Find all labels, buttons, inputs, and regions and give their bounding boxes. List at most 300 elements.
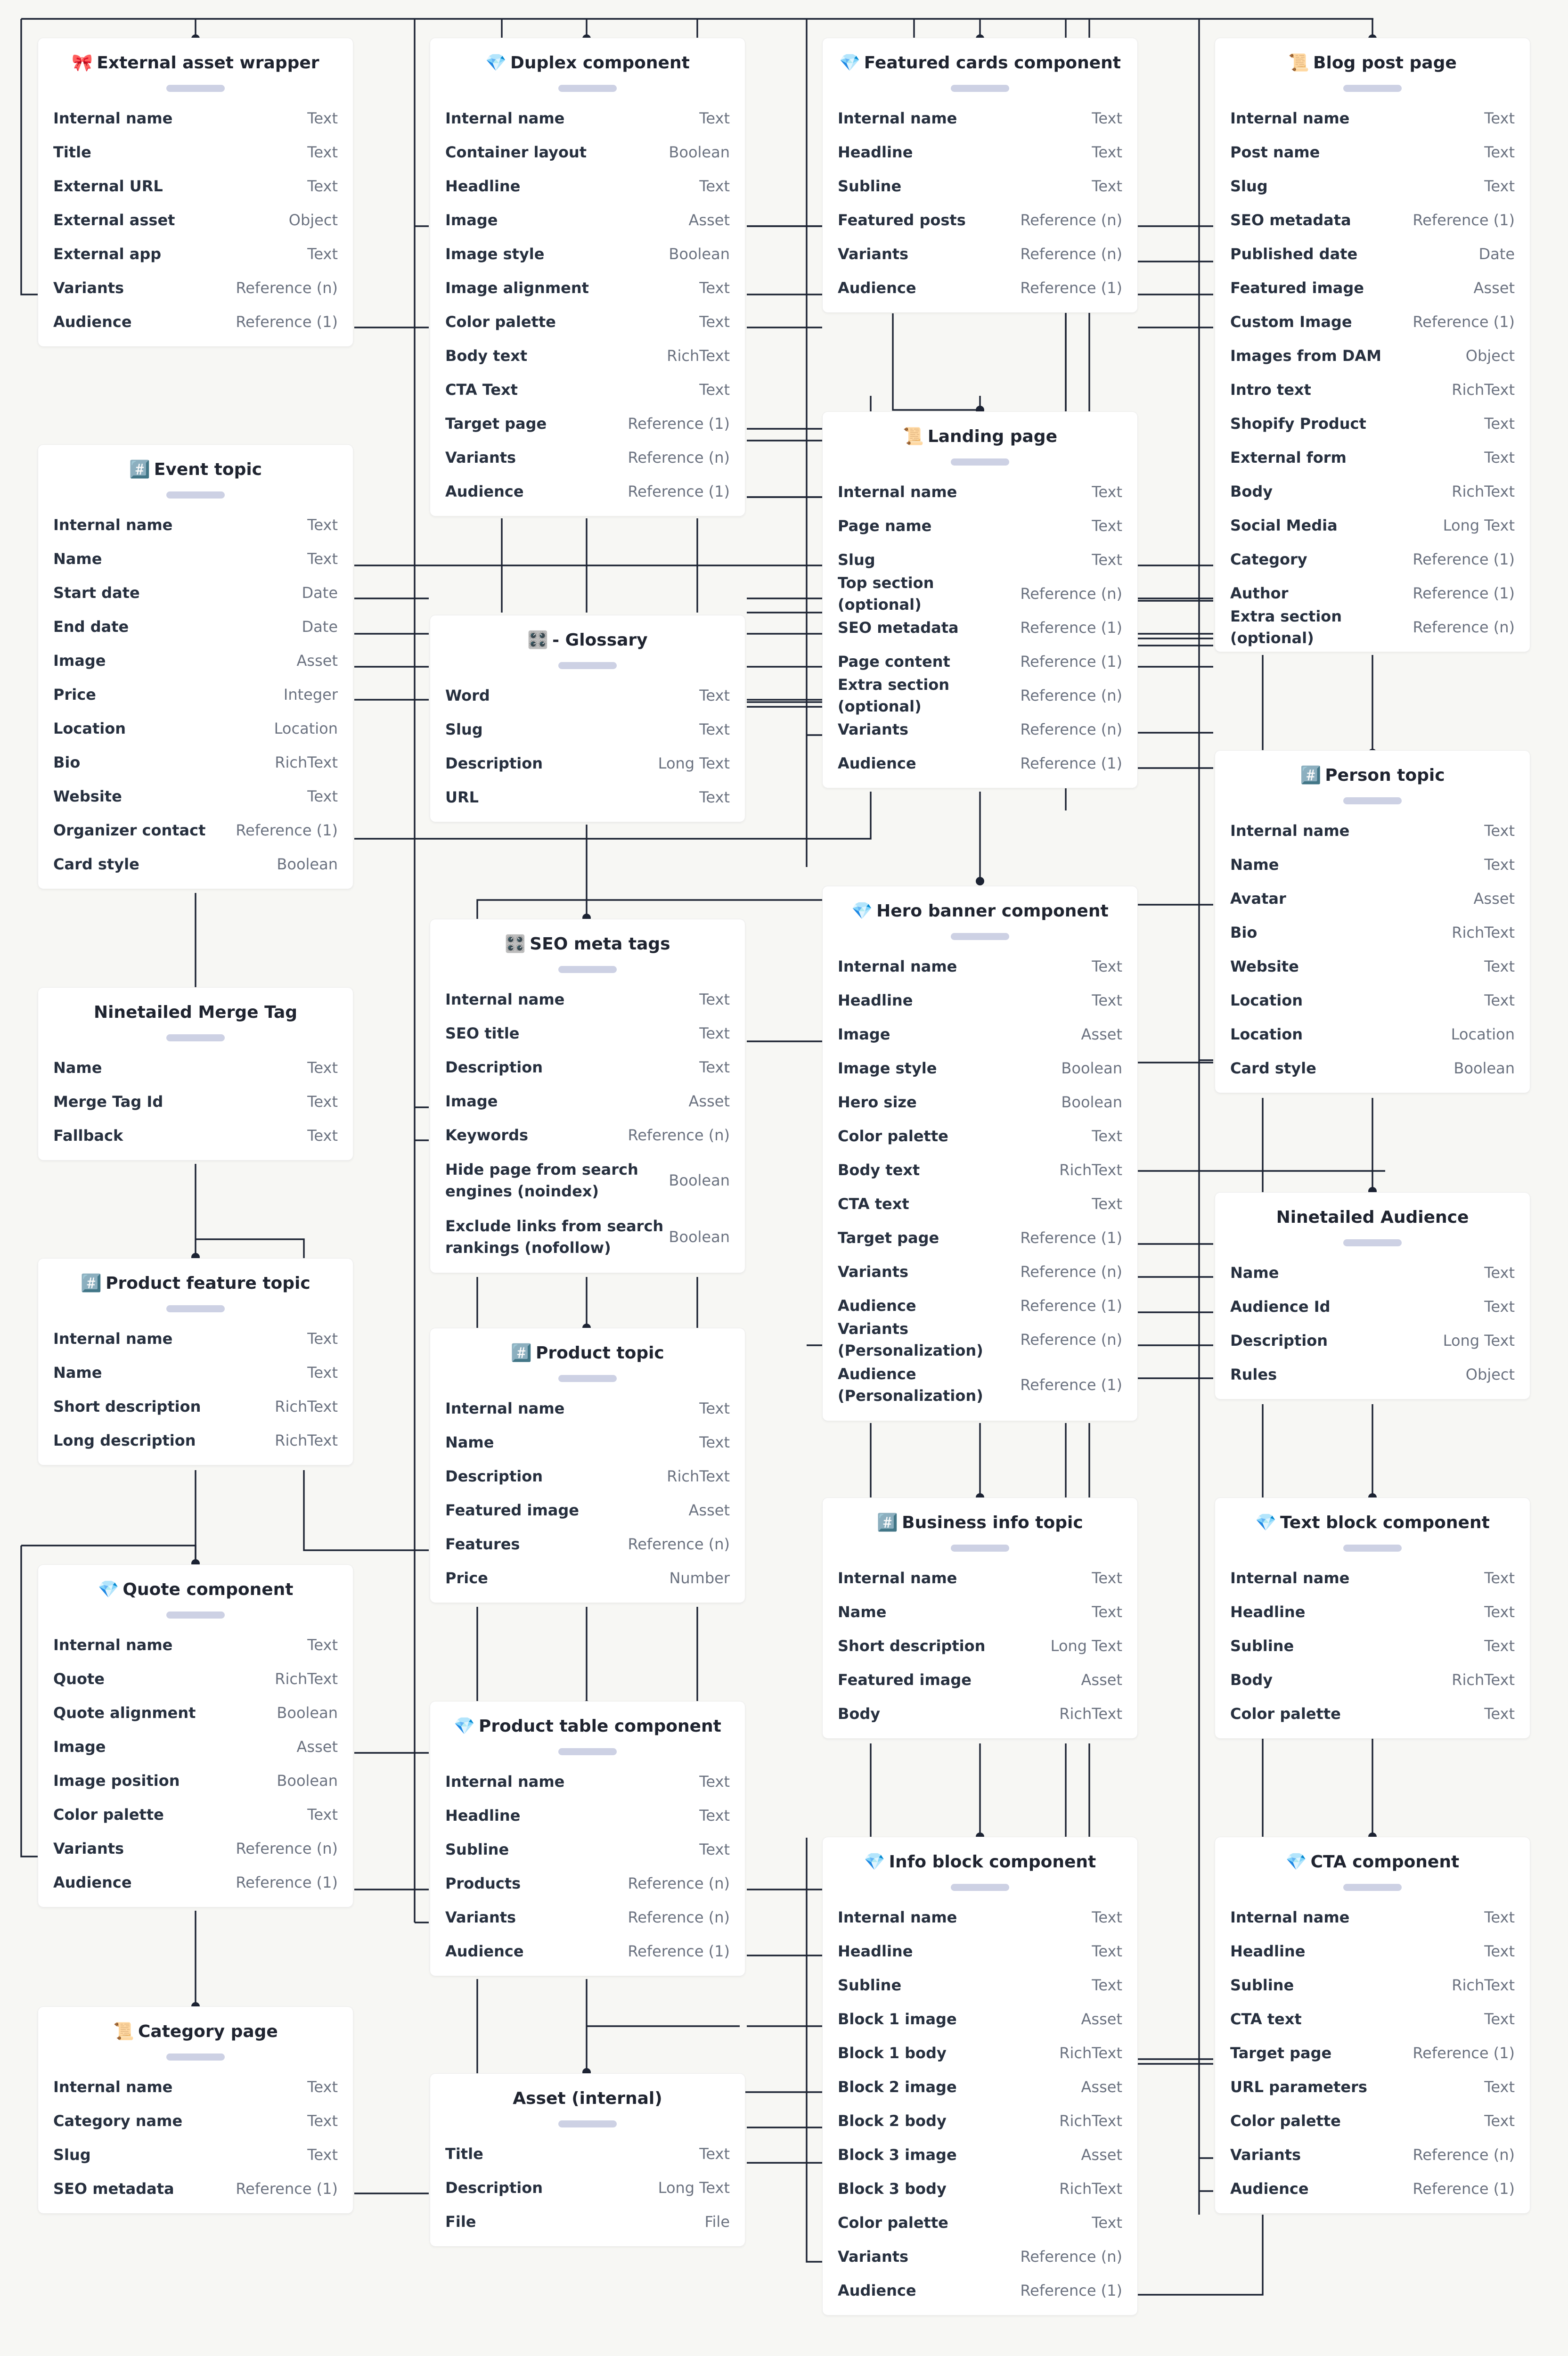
field-name: Image style bbox=[445, 245, 545, 263]
field-row[interactable] bbox=[53, 1322, 338, 1356]
field-name: Variants bbox=[53, 279, 124, 297]
field-name: CTA text bbox=[838, 1195, 909, 1213]
field-type: Text bbox=[1484, 449, 1515, 466]
content-type-icon: 💎 bbox=[864, 1852, 885, 1872]
field-row[interactable] bbox=[838, 1968, 1122, 2002]
field-name: Audience Id bbox=[1230, 1298, 1331, 1316]
content-type-product-topic[interactable] bbox=[430, 1328, 745, 1603]
field-row[interactable] bbox=[1230, 203, 1515, 237]
field-row[interactable] bbox=[838, 1663, 1122, 1697]
card-footer bbox=[38, 339, 353, 346]
field-row[interactable] bbox=[838, 2138, 1122, 2172]
card-title-text: Featured cards component bbox=[864, 53, 1121, 73]
field-row[interactable] bbox=[838, 475, 1122, 509]
field-row[interactable] bbox=[445, 407, 730, 441]
drag-handle[interactable] bbox=[166, 1612, 225, 1619]
card-title bbox=[113, 2021, 278, 2041]
field-row[interactable] bbox=[53, 847, 338, 881]
field-row[interactable] bbox=[445, 1152, 730, 1209]
field-row[interactable] bbox=[445, 982, 730, 1016]
field-type: Reference (1) bbox=[1020, 1297, 1122, 1315]
card-footer bbox=[1215, 1391, 1530, 1399]
field-row[interactable] bbox=[53, 1390, 338, 1423]
field-row[interactable] bbox=[53, 169, 338, 203]
field-row[interactable] bbox=[445, 746, 730, 780]
content-type-landing-page[interactable] bbox=[822, 411, 1138, 788]
content-type-event-topic[interactable] bbox=[38, 444, 353, 889]
field-row[interactable] bbox=[445, 373, 730, 407]
field-row[interactable] bbox=[838, 746, 1122, 780]
field-name: Internal name bbox=[53, 2078, 173, 2096]
field-row[interactable] bbox=[838, 1357, 1122, 1413]
field-name: Long description bbox=[53, 1432, 196, 1449]
field-row[interactable] bbox=[53, 745, 338, 779]
field-type: Text bbox=[307, 516, 338, 534]
field-row[interactable] bbox=[445, 2205, 730, 2239]
field-row[interactable] bbox=[53, 610, 338, 644]
field-name: Location bbox=[53, 720, 126, 737]
field-row[interactable] bbox=[445, 2137, 730, 2171]
field-type: Text bbox=[699, 279, 730, 297]
field-name: Color palette bbox=[1230, 1705, 1341, 1723]
field-row[interactable] bbox=[838, 1595, 1122, 1629]
field-row[interactable] bbox=[53, 644, 338, 678]
content-type-icon: 💎 bbox=[454, 1717, 475, 1736]
field-name: Shopify Product bbox=[1230, 415, 1366, 433]
field-name: Organizer contact bbox=[53, 821, 206, 839]
field-type: Reference (n) bbox=[1020, 1331, 1122, 1349]
card-title bbox=[81, 1273, 310, 1293]
content-type-info-block-component[interactable] bbox=[822, 1837, 1138, 2315]
field-row[interactable] bbox=[445, 1934, 730, 1968]
field-row[interactable] bbox=[1230, 1358, 1515, 1391]
field-row[interactable] bbox=[838, 949, 1122, 983]
drag-handle[interactable] bbox=[166, 85, 225, 92]
field-type: Text bbox=[307, 1330, 338, 1348]
field-row[interactable] bbox=[1230, 169, 1515, 203]
drag-handle[interactable] bbox=[558, 662, 617, 669]
drag-handle[interactable] bbox=[951, 458, 1009, 466]
field-type: Asset bbox=[296, 652, 338, 670]
content-type-business-info-topic[interactable] bbox=[822, 1497, 1138, 1739]
field-list bbox=[430, 1391, 745, 1595]
card-title bbox=[1276, 1208, 1469, 1227]
field-name: Start date bbox=[53, 584, 140, 602]
field-row[interactable] bbox=[1230, 814, 1515, 848]
field-name: Variants bbox=[53, 1840, 124, 1857]
field-type: Reference (n) bbox=[1020, 2248, 1122, 2266]
content-type-duplex-component[interactable] bbox=[430, 38, 745, 516]
field-name: Location bbox=[1230, 991, 1303, 1009]
field-row[interactable] bbox=[445, 780, 730, 814]
card-header bbox=[823, 1498, 1137, 1532]
content-type-category-page[interactable] bbox=[38, 2006, 353, 2214]
field-type: Reference (n) bbox=[1020, 585, 1122, 603]
field-row[interactable] bbox=[445, 237, 730, 271]
field-type: RichText bbox=[1452, 1976, 1515, 1994]
field-row[interactable] bbox=[445, 1391, 730, 1425]
field-row[interactable] bbox=[1230, 607, 1515, 647]
field-row[interactable] bbox=[838, 1153, 1122, 1187]
field-name: Published date bbox=[1230, 245, 1358, 263]
field-row[interactable] bbox=[53, 2138, 338, 2172]
field-row[interactable] bbox=[1230, 1256, 1515, 1290]
field-row[interactable] bbox=[53, 1119, 338, 1153]
field-row[interactable] bbox=[838, 135, 1122, 169]
field-name: Website bbox=[1230, 957, 1299, 975]
content-type-quote-component[interactable] bbox=[38, 1564, 353, 1907]
field-row[interactable] bbox=[1230, 2172, 1515, 2206]
field-name: Featured image bbox=[838, 1671, 972, 1689]
content-type-seo-meta-tags[interactable] bbox=[430, 919, 745, 1273]
field-row[interactable] bbox=[53, 135, 338, 169]
card-title-text: Blog post page bbox=[1313, 53, 1457, 73]
field-row[interactable] bbox=[838, 1561, 1122, 1595]
field-row[interactable] bbox=[838, 237, 1122, 271]
field-row[interactable] bbox=[53, 271, 338, 305]
field-row[interactable] bbox=[838, 271, 1122, 305]
field-row[interactable] bbox=[838, 2036, 1122, 2070]
field-row[interactable] bbox=[838, 2002, 1122, 2036]
drag-handle[interactable] bbox=[558, 1375, 617, 1382]
field-type: Reference (n) bbox=[628, 1874, 730, 1892]
field-row[interactable] bbox=[53, 2070, 338, 2104]
field-row[interactable] bbox=[445, 1832, 730, 1866]
field-type: Text bbox=[1484, 1298, 1515, 1316]
drag-handle[interactable] bbox=[558, 85, 617, 92]
field-row[interactable] bbox=[838, 2104, 1122, 2138]
field-row[interactable] bbox=[1230, 271, 1515, 305]
field-row[interactable] bbox=[1230, 2070, 1515, 2104]
card-header bbox=[38, 1259, 353, 1293]
field-row[interactable] bbox=[53, 1662, 338, 1696]
field-type: Text bbox=[699, 2145, 730, 2163]
field-type: RichText bbox=[1059, 2180, 1122, 2198]
field-type: File bbox=[704, 2213, 730, 2231]
card-footer bbox=[823, 305, 1137, 312]
drag-handle[interactable] bbox=[951, 1545, 1009, 1552]
field-row[interactable] bbox=[445, 441, 730, 474]
field-row[interactable] bbox=[1230, 1629, 1515, 1663]
field-row[interactable] bbox=[445, 1084, 730, 1118]
field-row[interactable] bbox=[838, 611, 1122, 645]
drag-handle[interactable] bbox=[1343, 1239, 1402, 1246]
field-row[interactable] bbox=[445, 712, 730, 746]
field-row[interactable] bbox=[53, 203, 338, 237]
field-name: Hide page from search engines (noindex) bbox=[445, 1161, 638, 1200]
field-row[interactable] bbox=[53, 305, 338, 339]
field-row[interactable] bbox=[445, 2171, 730, 2205]
field-type: Text bbox=[1092, 551, 1122, 569]
field-row[interactable] bbox=[838, 1320, 1122, 1359]
content-type-cta-component[interactable] bbox=[1215, 1837, 1530, 2214]
field-name: Image bbox=[445, 1092, 498, 1110]
field-type: RichText bbox=[275, 1432, 338, 1449]
card-title-text: - Glossary bbox=[552, 630, 648, 650]
field-row[interactable] bbox=[445, 1016, 730, 1050]
drag-handle[interactable] bbox=[1343, 1884, 1402, 1891]
field-row[interactable] bbox=[838, 2274, 1122, 2307]
field-row[interactable] bbox=[838, 509, 1122, 543]
content-type-person-topic[interactable] bbox=[1215, 750, 1530, 1093]
field-row[interactable] bbox=[445, 1459, 730, 1493]
field-row[interactable] bbox=[838, 1629, 1122, 1663]
field-row[interactable] bbox=[53, 1832, 338, 1865]
field-row[interactable] bbox=[445, 1209, 730, 1265]
field-name: Hero size bbox=[838, 1093, 917, 1111]
field-row[interactable] bbox=[1230, 508, 1515, 542]
field-row[interactable] bbox=[53, 1051, 338, 1085]
field-row[interactable] bbox=[445, 135, 730, 169]
field-row[interactable] bbox=[53, 1764, 338, 1798]
card-footer bbox=[430, 1595, 745, 1603]
content-type-text-block-component[interactable] bbox=[1215, 1497, 1530, 1739]
drag-handle[interactable] bbox=[166, 2053, 225, 2061]
card-title-text: Business info topic bbox=[902, 1513, 1083, 1532]
field-row[interactable] bbox=[838, 101, 1122, 135]
field-name: Title bbox=[53, 143, 91, 161]
content-type-ninetailed-merge-tag[interactable] bbox=[38, 987, 353, 1161]
field-name: Bio bbox=[1230, 924, 1258, 941]
field-row[interactable] bbox=[838, 2206, 1122, 2240]
field-row[interactable] bbox=[838, 2240, 1122, 2274]
field-name: Author bbox=[1230, 584, 1289, 602]
field-type: Reference (1) bbox=[1020, 2282, 1122, 2299]
field-row[interactable] bbox=[1230, 2138, 1515, 2172]
card-title-text: Quote component bbox=[122, 1580, 294, 1599]
field-type: Reference (n) bbox=[1020, 211, 1122, 229]
card-title-text: Info block component bbox=[889, 1852, 1096, 1872]
drag-handle[interactable] bbox=[558, 2120, 617, 2127]
field-row[interactable] bbox=[53, 813, 338, 847]
field-name: Body bbox=[1230, 1671, 1273, 1689]
field-row[interactable] bbox=[1230, 407, 1515, 441]
drag-handle[interactable] bbox=[558, 966, 617, 973]
field-type: Text bbox=[1484, 2112, 1515, 2130]
field-row[interactable] bbox=[1230, 474, 1515, 508]
field-type: Text bbox=[1484, 1705, 1515, 1723]
drag-handle[interactable] bbox=[951, 85, 1009, 92]
field-row[interactable] bbox=[445, 1799, 730, 1832]
field-row[interactable] bbox=[445, 1118, 730, 1152]
drag-handle[interactable] bbox=[1343, 1545, 1402, 1552]
field-row[interactable] bbox=[1230, 848, 1515, 882]
field-row[interactable] bbox=[53, 1730, 338, 1764]
field-name: Internal name bbox=[838, 109, 957, 127]
field-name: Post name bbox=[1230, 143, 1320, 161]
field-row[interactable] bbox=[1230, 101, 1515, 135]
field-name: Subline bbox=[1230, 1637, 1294, 1655]
content-type-product-feature-topic[interactable] bbox=[38, 1258, 353, 1465]
card-header bbox=[430, 38, 745, 73]
field-row[interactable] bbox=[445, 1900, 730, 1934]
field-name: Features bbox=[445, 1535, 520, 1553]
field-type: Reference (n) bbox=[628, 1126, 730, 1144]
field-row[interactable] bbox=[838, 1051, 1122, 1085]
field-row[interactable] bbox=[53, 1356, 338, 1390]
field-name: Card style bbox=[1230, 1059, 1316, 1077]
field-row[interactable] bbox=[1230, 983, 1515, 1017]
drag-handle[interactable] bbox=[166, 1034, 225, 1041]
card-title bbox=[485, 53, 690, 73]
field-type: Text bbox=[307, 109, 338, 127]
field-type: Text bbox=[1484, 1569, 1515, 1587]
content-type-blog-post-page[interactable] bbox=[1215, 38, 1530, 652]
field-row[interactable] bbox=[53, 1628, 338, 1662]
field-type: RichText bbox=[275, 753, 338, 771]
field-row[interactable] bbox=[1230, 135, 1515, 169]
field-row[interactable] bbox=[445, 271, 730, 305]
field-row[interactable] bbox=[1230, 2104, 1515, 2138]
field-row[interactable] bbox=[1230, 949, 1515, 983]
field-row[interactable] bbox=[1230, 1017, 1515, 1051]
field-name: Body text bbox=[445, 347, 528, 365]
field-name: Price bbox=[53, 686, 96, 704]
field-row[interactable] bbox=[838, 574, 1122, 614]
field-row[interactable] bbox=[445, 679, 730, 712]
field-row[interactable] bbox=[53, 2172, 338, 2206]
field-row[interactable] bbox=[1230, 1290, 1515, 1324]
field-row[interactable] bbox=[1230, 1697, 1515, 1731]
drag-handle[interactable] bbox=[558, 1748, 617, 1755]
drag-handle[interactable] bbox=[1343, 85, 1402, 92]
field-list bbox=[1215, 1900, 1530, 2206]
field-row[interactable] bbox=[445, 1561, 730, 1595]
field-row[interactable] bbox=[838, 169, 1122, 203]
field-type: Text bbox=[307, 1093, 338, 1111]
content-type-hero-banner-component[interactable] bbox=[822, 886, 1138, 1421]
field-row[interactable] bbox=[445, 1765, 730, 1799]
card-footer bbox=[38, 2206, 353, 2213]
field-row[interactable] bbox=[1230, 1595, 1515, 1629]
field-row[interactable] bbox=[838, 1255, 1122, 1289]
field-row[interactable] bbox=[1230, 882, 1515, 916]
field-row[interactable] bbox=[445, 1050, 730, 1084]
field-name: Category bbox=[1230, 550, 1307, 568]
content-type-product-table-component[interactable] bbox=[430, 1701, 745, 1976]
field-row[interactable] bbox=[838, 1221, 1122, 1255]
content-type-icon: 💎 bbox=[1285, 1852, 1307, 1872]
field-row[interactable] bbox=[1230, 1900, 1515, 1934]
field-row[interactable] bbox=[1230, 1561, 1515, 1595]
field-row[interactable] bbox=[1230, 237, 1515, 271]
field-row[interactable] bbox=[1230, 2036, 1515, 2070]
field-type: Text bbox=[699, 687, 730, 704]
field-row[interactable] bbox=[838, 1085, 1122, 1119]
field-type: Long Text bbox=[1443, 516, 1515, 534]
field-type: RichText bbox=[1059, 1161, 1122, 1179]
field-row[interactable] bbox=[1230, 339, 1515, 373]
field-row[interactable] bbox=[838, 712, 1122, 746]
field-row[interactable] bbox=[53, 1696, 338, 1730]
field-row[interactable] bbox=[445, 1493, 730, 1527]
field-row[interactable] bbox=[838, 2070, 1122, 2104]
field-name: External URL bbox=[53, 177, 163, 195]
field-row[interactable] bbox=[1230, 1968, 1515, 2002]
field-row[interactable] bbox=[1230, 1934, 1515, 1968]
field-row[interactable] bbox=[1230, 542, 1515, 576]
field-row[interactable] bbox=[53, 237, 338, 271]
field-row[interactable] bbox=[53, 1423, 338, 1457]
field-row[interactable] bbox=[838, 1934, 1122, 1968]
field-row[interactable] bbox=[445, 203, 730, 237]
field-row[interactable] bbox=[1230, 1051, 1515, 1085]
field-row[interactable] bbox=[445, 1866, 730, 1900]
field-row[interactable] bbox=[838, 1119, 1122, 1153]
field-row[interactable] bbox=[53, 576, 338, 610]
field-row[interactable] bbox=[838, 1900, 1122, 1934]
content-type-external-asset-wrapper[interactable] bbox=[38, 38, 353, 347]
field-row[interactable] bbox=[53, 1798, 338, 1832]
field-row[interactable] bbox=[838, 983, 1122, 1017]
field-row[interactable] bbox=[1230, 305, 1515, 339]
field-row[interactable] bbox=[1230, 373, 1515, 407]
field-row[interactable] bbox=[1230, 1663, 1515, 1697]
field-name: Internal name bbox=[53, 1636, 173, 1654]
field-row[interactable] bbox=[1230, 441, 1515, 474]
field-row[interactable] bbox=[838, 1697, 1122, 1731]
card-title bbox=[454, 1716, 721, 1736]
drag-handle[interactable] bbox=[951, 933, 1009, 940]
drag-handle[interactable] bbox=[951, 1884, 1009, 1891]
drag-handle[interactable] bbox=[166, 491, 225, 499]
field-type: Reference (1) bbox=[1020, 754, 1122, 772]
field-type: Reference (1) bbox=[1413, 584, 1515, 602]
field-row[interactable] bbox=[838, 1017, 1122, 1051]
drag-handle[interactable] bbox=[1343, 797, 1402, 804]
field-type: Reference (n) bbox=[236, 279, 338, 297]
field-row[interactable] bbox=[53, 508, 338, 542]
content-type-ninetailed-audience[interactable] bbox=[1215, 1192, 1530, 1399]
card-title bbox=[94, 1003, 297, 1022]
field-name: Description bbox=[445, 2179, 543, 2197]
field-row[interactable] bbox=[53, 542, 338, 576]
content-type-glossary[interactable] bbox=[430, 615, 745, 822]
field-row[interactable] bbox=[445, 1425, 730, 1459]
field-row[interactable] bbox=[445, 101, 730, 135]
content-type-featured-cards-component[interactable] bbox=[822, 38, 1138, 313]
field-type: Text bbox=[699, 720, 730, 738]
field-list bbox=[1215, 814, 1530, 1085]
field-row[interactable] bbox=[445, 1527, 730, 1561]
field-row[interactable] bbox=[53, 1085, 338, 1119]
field-row[interactable] bbox=[445, 339, 730, 373]
field-row[interactable] bbox=[53, 2104, 338, 2138]
field-row[interactable] bbox=[53, 712, 338, 745]
field-row[interactable] bbox=[1230, 2002, 1515, 2036]
field-row[interactable] bbox=[838, 676, 1122, 715]
field-name: Audience bbox=[53, 313, 132, 331]
content-type-asset-internal[interactable] bbox=[430, 2073, 745, 2247]
field-row[interactable] bbox=[445, 169, 730, 203]
field-row[interactable] bbox=[53, 1865, 338, 1899]
field-row[interactable] bbox=[1230, 916, 1515, 949]
field-row[interactable] bbox=[838, 1187, 1122, 1221]
drag-handle[interactable] bbox=[166, 1305, 225, 1312]
field-row[interactable] bbox=[53, 678, 338, 712]
field-row[interactable] bbox=[445, 474, 730, 508]
field-type: Text bbox=[1484, 822, 1515, 840]
field-row[interactable] bbox=[53, 779, 338, 813]
field-row[interactable] bbox=[1230, 1324, 1515, 1358]
field-type: Reference (1) bbox=[628, 1942, 730, 1960]
field-row[interactable] bbox=[53, 101, 338, 135]
field-type: Reference (n) bbox=[236, 1840, 338, 1857]
field-row[interactable] bbox=[445, 305, 730, 339]
field-name: Name bbox=[445, 1433, 494, 1451]
field-row[interactable] bbox=[838, 203, 1122, 237]
field-row[interactable] bbox=[838, 2172, 1122, 2206]
